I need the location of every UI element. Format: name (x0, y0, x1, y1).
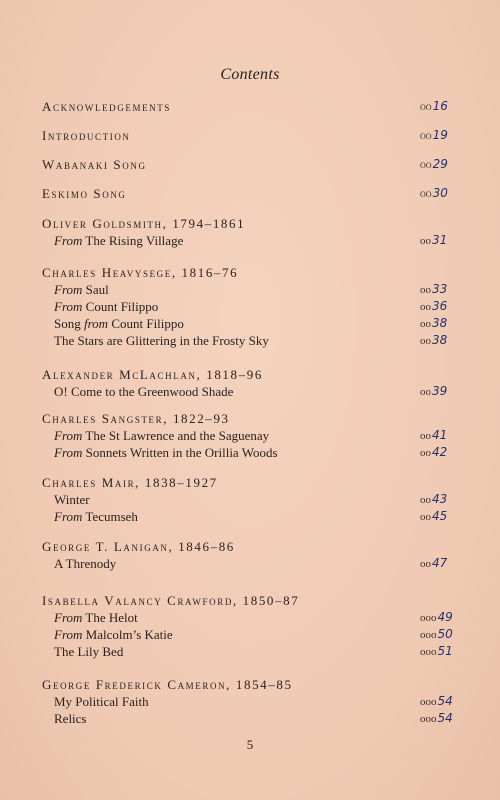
toc-entry (42, 98, 448, 115)
handwritten-page-number: 39 (432, 384, 448, 398)
toc-prefix: From (54, 610, 83, 625)
toc-text: Malcolm’s Katie (82, 627, 173, 642)
toc-page-ref (420, 332, 480, 350)
toc-text: Charles Heavysege, 1816–76 (42, 265, 239, 280)
toc-entry (42, 676, 453, 727)
toc-page-ref (420, 281, 480, 299)
toc-subentry (42, 232, 448, 249)
toc-heading (42, 185, 448, 202)
toc-text: George Frederick Cameron, 1854–85 (42, 677, 293, 692)
toc-dots: oo (420, 159, 432, 171)
toc-entry (42, 538, 448, 572)
toc-page-ref (420, 710, 480, 728)
handwritten-page-number: 31 (432, 233, 448, 247)
toc-entry (42, 127, 448, 144)
toc-mid: from (83, 316, 109, 331)
toc-text: Wabanaki Song (42, 157, 147, 172)
toc-dots: oo (420, 235, 431, 247)
toc-heading (42, 366, 442, 383)
toc-heading (42, 215, 442, 232)
toc-dots: oo (420, 130, 432, 142)
toc-dots: oo (420, 447, 431, 459)
toc-text: Eskimo Song (42, 186, 127, 201)
toc-dots: oo (420, 301, 431, 313)
toc-heading (42, 156, 448, 173)
toc-text: Count Filippo (82, 299, 159, 314)
handwritten-page-number: 42 (432, 445, 448, 459)
toc-subentry (42, 643, 453, 660)
toc-prefix: From (54, 428, 83, 443)
handwritten-page-number: 29 (432, 157, 448, 171)
toc-page-ref (420, 609, 480, 627)
handwritten-page-number: 36 (432, 299, 448, 313)
toc-entry (42, 592, 453, 660)
toc-dots: oo (420, 188, 432, 200)
toc-dots: oo (420, 101, 432, 113)
toc-text: The Rising Village (82, 233, 184, 248)
toc-entry (42, 156, 448, 173)
toc-page-ref (420, 693, 480, 711)
toc-entry (42, 410, 448, 461)
toc-page-ref (420, 508, 480, 526)
toc-page-ref (420, 315, 480, 333)
toc-text: The St Lawrence and the Saguenay (82, 428, 270, 443)
toc-text: The Lily Bed (54, 644, 124, 659)
toc-subentry (42, 315, 448, 332)
toc-subentry (42, 298, 448, 315)
handwritten-page-number: 45 (432, 509, 448, 523)
toc-page-ref (420, 185, 480, 203)
toc-text: The Stars are Glittering in the Frosty Sky (54, 333, 269, 348)
toc-text: Sonnets Written in the Orillia Woods (82, 445, 278, 460)
toc-text: Relics (54, 711, 87, 726)
toc-text: Introduction (42, 128, 131, 143)
toc-text: Isabella Valancy Crawford, 1850–87 (42, 593, 300, 608)
toc-text: Song (54, 316, 84, 331)
toc-dots: oo (420, 284, 431, 296)
toc-text: My Political Faith (54, 694, 149, 709)
toc-heading (42, 264, 442, 281)
toc-text: A Threnody (54, 556, 117, 571)
toc-heading (42, 98, 448, 115)
toc-page-ref (420, 444, 480, 462)
toc-page-ref (420, 127, 480, 145)
toc-prefix: From (54, 282, 83, 297)
toc-dots: oo (420, 386, 431, 398)
toc-heading (42, 127, 448, 144)
toc-dots: ooo (420, 713, 437, 725)
toc-text: Alexander McLachlan, 1818–96 (42, 367, 263, 382)
toc-dots: ooo (420, 629, 437, 641)
toc-page-ref (420, 383, 480, 401)
toc-text: Oliver Goldsmith, 1794–1861 (42, 216, 246, 231)
toc-text: George T. Lanigan, 1846–86 (42, 539, 235, 554)
handwritten-page-number: 43 (432, 492, 448, 506)
toc-entry (42, 474, 448, 525)
handwritten-page-number: 54 (437, 694, 453, 708)
toc-page-ref (420, 643, 480, 661)
toc-dots: ooo (420, 696, 437, 708)
toc-page-ref (420, 491, 480, 509)
handwritten-page-number: 50 (437, 627, 453, 641)
toc-subentry (42, 444, 448, 461)
handwritten-page-number: 51 (437, 644, 453, 658)
toc-page-ref (420, 298, 480, 316)
page-title: Contents (220, 66, 280, 83)
toc-text: Acknowledgements (42, 99, 171, 114)
toc-prefix: From (54, 509, 83, 524)
toc-subentry (42, 491, 448, 508)
handwritten-page-number: 54 (437, 711, 453, 725)
toc-page-ref (420, 232, 480, 250)
toc-entry (42, 215, 448, 249)
toc-subentry (42, 555, 448, 572)
toc-prefix: From (54, 299, 83, 314)
toc-heading (42, 592, 442, 609)
toc-dots: oo (420, 558, 431, 570)
toc-page-ref (420, 98, 480, 116)
toc-subentry (42, 383, 448, 400)
toc-heading (42, 410, 442, 427)
handwritten-page-number: 47 (432, 556, 448, 570)
handwritten-page-number: 16 (432, 99, 448, 113)
toc-text-continued: Count Filippo (108, 316, 184, 331)
toc-page-ref (420, 427, 480, 445)
handwritten-page-number: 38 (432, 316, 448, 330)
toc-subentry (42, 609, 453, 626)
toc-text: Charles Mair, 1838–1927 (42, 475, 218, 490)
toc-page-ref (420, 156, 480, 174)
toc-dots: oo (420, 430, 431, 442)
toc-prefix: From (54, 445, 83, 460)
toc-prefix: From (54, 233, 83, 248)
toc-dots: oo (420, 318, 431, 330)
toc-dots: ooo (420, 646, 437, 658)
toc-subentry (42, 281, 448, 298)
toc-page-ref (420, 626, 480, 644)
toc-dots: oo (420, 511, 431, 523)
toc-heading (42, 676, 442, 693)
handwritten-page-number: 41 (432, 428, 448, 442)
handwritten-page-number: 38 (432, 333, 448, 347)
toc-dots: oo (420, 335, 431, 347)
toc-subentry (42, 427, 448, 444)
toc-subentry (42, 626, 453, 643)
toc-text: Winter (54, 492, 90, 507)
toc-subentry (42, 710, 453, 727)
toc-text: Saul (82, 282, 109, 297)
toc-text: O! Come to the Greenwood Shade (54, 384, 234, 399)
toc-entry (42, 185, 448, 202)
page-number: 5 (246, 737, 254, 752)
toc-subentry (42, 693, 453, 710)
handwritten-page-number: 19 (432, 128, 448, 142)
toc-page-ref (420, 555, 480, 573)
toc-subentry (42, 508, 448, 525)
toc-heading (42, 538, 442, 555)
toc-prefix: From (54, 627, 83, 642)
toc-dots: oo (420, 494, 431, 506)
toc-subentry (42, 332, 448, 349)
toc-text: Charles Sangster, 1822–93 (42, 411, 230, 426)
toc-text: Tecumseh (82, 509, 138, 524)
toc-heading (42, 474, 442, 491)
toc-dots: ooo (420, 612, 437, 624)
handwritten-page-number: 49 (437, 610, 453, 624)
handwritten-page-number: 30 (432, 186, 448, 200)
handwritten-page-number: 33 (432, 282, 448, 296)
toc-entry (42, 264, 448, 349)
toc-text: The Helot (82, 610, 138, 625)
toc-entry (42, 366, 448, 400)
